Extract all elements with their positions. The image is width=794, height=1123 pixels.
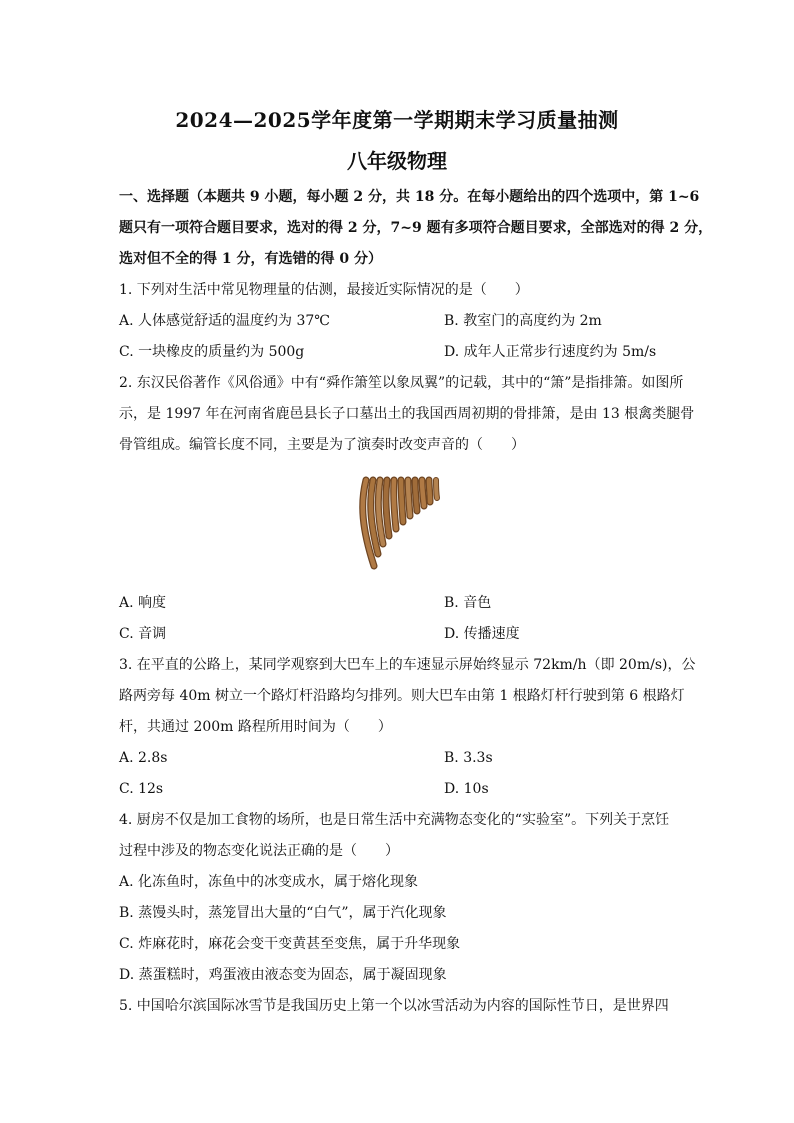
question-2-stem-line-1: 2. 东汉民俗著作《风俗通》中有“舜作箫笙以象凤翼”的记载，其中的“箫”是指排箫。如图所 <box>119 375 684 391</box>
question-3-stem-line-3: 杆，共通过 200m 路程所用时间为（ ） <box>119 719 392 735</box>
exam-title: 2024—2025学年度第一学期期末学习质量抽测 <box>175 108 619 132</box>
question-2-option-c: C. 音调 <box>119 626 167 642</box>
question-3-stem-line-1: 3. 在平直的公路上，某同学观察到大巴车上的车速显示屏始终显示 72km/h（即 20m/s)，公 <box>119 657 696 673</box>
question-2-option-a: A. 响度 <box>119 595 167 611</box>
question-1-option-a: A. 人体感觉舒适的温度约为 37℃ <box>119 313 330 329</box>
question-1-stem: 1. 下列对生活中常见物理量的估测，最接近实际情况的是（ ） <box>119 282 529 298</box>
question-2-stem-line-2: 示，是 1997 年在河南省鹿邑县长子口墓出土的我国西周初期的骨排箫，是由 13 根禽类腿骨 <box>119 406 695 422</box>
question-1-option-c: C. 一块橡皮的质量约为 500g <box>119 344 305 360</box>
question-4-option-c: C. 炸麻花时，麻花会变干变黄甚至变焦，属于升华现象 <box>119 936 461 952</box>
question-3-option-b: B. 3.3s <box>444 750 493 766</box>
question-4-stem-line-1: 4. 厨房不仅是加工食物的场所，也是日常生活中充满物态变化的“实验室”。下列关于烹饪 <box>119 812 670 828</box>
bone-panpipe-icon <box>363 480 437 566</box>
question-4-stem-line-2: 过程中涉及的物态变化说法正确的是（ ） <box>119 843 399 859</box>
question-2-option-b: B. 音色 <box>444 595 492 611</box>
question-1-option-b: B. 教室门的高度约为 2m <box>444 313 602 329</box>
question-2-option-d: D. 传播速度 <box>444 626 520 642</box>
question-4-option-b: B. 蒸馒头时，蒸笼冒出大量的“白气”，属于汽化现象 <box>119 905 447 921</box>
question-3-option-d: D. 10s <box>444 781 489 797</box>
question-3-option-c: C. 12s <box>119 781 164 797</box>
section-instructions-line-3: 选对但不全的得 1 分，有选错的得 0 分） <box>119 251 382 267</box>
question-3-stem-line-2: 路两旁每 40m 树立一个路灯杆沿路均匀排列。则大巴车由第 1 根路灯杆行驶到第 6 根路灯 <box>119 688 685 704</box>
question-1-option-d: D. 成年人正常步行速度约为 5m/s <box>444 344 657 360</box>
bone-panpipe-image <box>352 474 442 574</box>
question-4-option-a: A. 化冻鱼时，冻鱼中的冰变成水，属于熔化现象 <box>119 874 419 890</box>
section-instructions-line-1: 一、选择题（本题共 9 小题，每小题 2 分，共 18 分。在每小题给出的四个选项中，第 1~6 <box>119 189 700 205</box>
exam-subtitle: 八年级物理 <box>347 149 447 173</box>
section-instructions-line-2: 题只有一项符合题目要求，选对的得 2 分，7~9 题有多项符合题目要求，全部选对的得 2 分， <box>119 220 713 236</box>
question-2-stem-line-3: 骨管组成。编管长度不同，主要是为了演奏时改变声音的（ ） <box>119 437 525 453</box>
question-3-option-a: A. 2.8s <box>119 750 168 766</box>
question-5-stem-line-1: 5. 中国哈尔滨国际冰雪节是我国历史上第一个以冰雪活动为内容的国际性节日，是世界四 <box>119 998 669 1014</box>
question-4-option-d: D. 蒸蛋糕时，鸡蛋液由液态变为固态，属于凝固现象 <box>119 967 447 983</box>
